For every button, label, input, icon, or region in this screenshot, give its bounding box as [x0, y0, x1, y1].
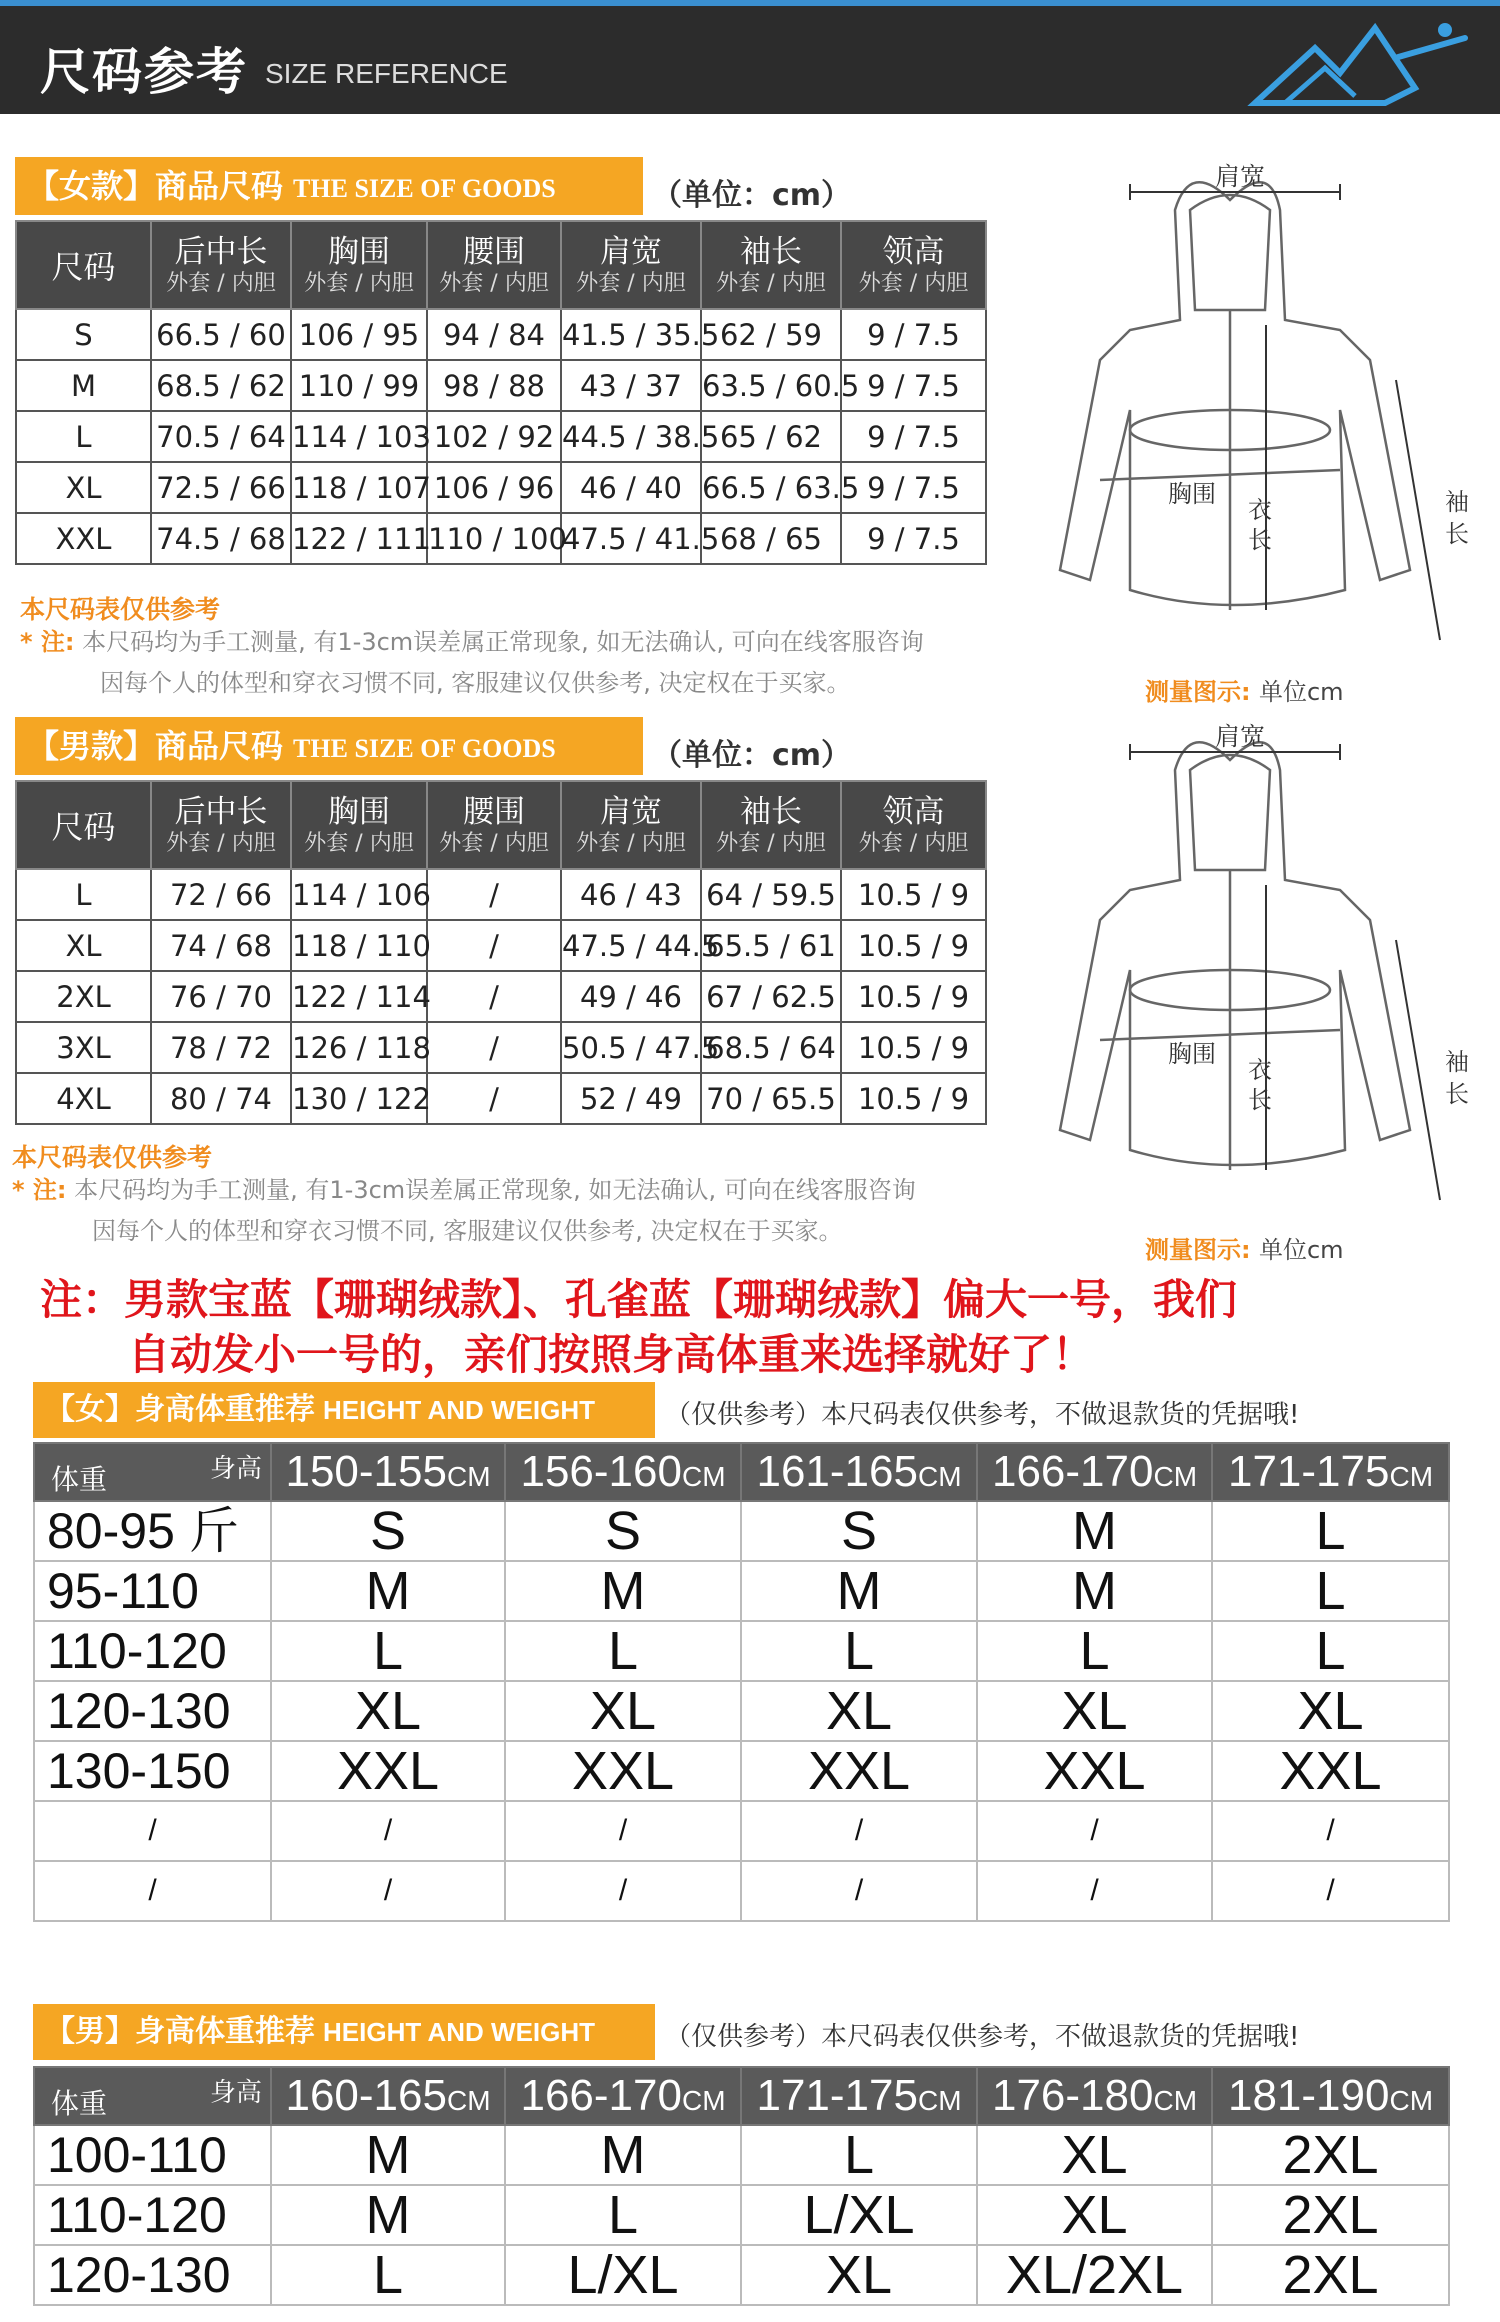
column-sublabel: 外套 / 内胆 [439, 831, 549, 856]
recommended-size-cell: M [505, 1561, 741, 1621]
weight-cell: 130-150 [34, 1741, 271, 1801]
measure-cell: 114 / 103 [291, 411, 427, 462]
size-cell: 2XL [16, 971, 151, 1022]
recommended-size-cell: XXL [1212, 1741, 1449, 1801]
recommended-size-cell: XL [977, 2185, 1212, 2245]
recommended-size-cell: XL [741, 2245, 977, 2305]
corner-weight-label: 体重 [51, 2087, 108, 2120]
column-header [151, 221, 291, 309]
measure-cell: / [427, 1022, 561, 1073]
recommended-size-cell: L [977, 1621, 1212, 1681]
recommended-size-cell: M [271, 2185, 505, 2245]
measure-cell: / [427, 971, 561, 1022]
measure-cell: 9 / 7.5 [841, 513, 986, 564]
weight-cell: / [34, 1861, 271, 1921]
body-length-label-1: 衣 [1248, 496, 1272, 524]
weight-cell: / [34, 1801, 271, 1861]
size-cell: L [16, 869, 151, 920]
column-label: 袖长 [740, 234, 802, 270]
body-length-label-2: 长 [1248, 526, 1272, 554]
column-label: 袖长 [740, 794, 802, 830]
recommended-size-cell: M [977, 1501, 1212, 1561]
body-length-label-1: 衣 [1248, 1056, 1272, 1084]
height-range: 166-170 [520, 2071, 682, 2120]
jacket-diagram-men [1040, 710, 1490, 1250]
measure-cell: 10.5 / 9 [841, 971, 986, 1022]
measure-cell: 74.5 / 68 [151, 513, 291, 564]
column-sublabel: 外套 / 内胆 [858, 831, 969, 856]
sleeve-label-2: 长 [1445, 520, 1469, 548]
men-hw-prefix: 【男】 [45, 2014, 135, 2049]
header-subtitle: SIZE REFERENCE [265, 58, 508, 89]
height-header [977, 2067, 1212, 2125]
recommended-size-cell: S [741, 1501, 977, 1561]
measure-cell: / [427, 920, 561, 971]
measure-cell: 9 / 7.5 [841, 309, 986, 360]
recommended-size-cell: L [741, 1621, 977, 1681]
measure-cell: 130 / 122 [291, 1073, 427, 1124]
body-length-label-2: 长 [1248, 1086, 1272, 1114]
measure-cell: 43 / 37 [561, 360, 701, 411]
men-hw-tag [33, 2004, 655, 2060]
women-size-table [15, 220, 987, 565]
women-tag-title: 商品尺码 [155, 167, 284, 205]
measure-cell: / [427, 1073, 561, 1124]
column-sublabel: 外套 / 内胆 [716, 271, 826, 296]
column-header [291, 781, 427, 869]
recommended-size-cell: XL [271, 1681, 505, 1741]
recommended-size-cell: / [1212, 1861, 1449, 1921]
measure-cell: 118 / 107 [291, 462, 427, 513]
column-sublabel: 外套 / 内胆 [304, 271, 414, 296]
measure-cell: 72.5 / 66 [151, 462, 291, 513]
column-header [841, 781, 986, 869]
weight-cell: 120-130 [34, 2245, 271, 2305]
height-header [741, 1443, 977, 1501]
table-row [16, 971, 986, 1022]
recommended-size-cell: M [741, 1561, 977, 1621]
recommended-size-cell: L/XL [741, 2185, 977, 2245]
measure-cell: 70 / 65.5 [701, 1073, 841, 1124]
measure-cell: 64 / 59.5 [701, 869, 841, 920]
women-note-title: 本尺码表仅供参考 [20, 595, 221, 624]
recommended-size-cell: 2XL [1212, 2245, 1449, 2305]
measure-cell: 70.5 / 64 [151, 411, 291, 462]
women-hw-tag [33, 1382, 655, 1438]
measure-cell: 68 / 65 [701, 513, 841, 564]
height-unit: CM [917, 1461, 962, 1492]
measure-cell: 63.5 / 60.5 [701, 360, 841, 411]
caption-unit: 单位cm [1258, 678, 1344, 706]
men-size-table [15, 780, 987, 1125]
column-label: 后中长 [174, 234, 268, 270]
chest-label: 胸围 [1168, 480, 1216, 508]
recommended-size-cell: L [1212, 1621, 1449, 1681]
height-unit: CM [917, 2085, 962, 2116]
column-header [561, 221, 701, 309]
recommended-size-cell: L [1212, 1501, 1449, 1561]
measure-cell: 76 / 70 [151, 971, 291, 1022]
table-row [16, 309, 986, 360]
table-row [16, 1073, 986, 1124]
measure-cell: 98 / 88 [427, 360, 561, 411]
size-cell: XL [16, 920, 151, 971]
measure-cell: 10.5 / 9 [841, 1073, 986, 1124]
measure-cell: 118 / 110 [291, 920, 427, 971]
measure-cell: 44.5 / 38.5 [561, 411, 701, 462]
height-unit: CM [446, 2085, 491, 2116]
size-cell: 4XL [16, 1073, 151, 1124]
measure-cell: 94 / 84 [427, 309, 561, 360]
men-hw-en: HEIGHT AND WEIGHT [323, 2017, 596, 2047]
recommended-size-cell: L [505, 1621, 741, 1681]
table-row [34, 2245, 1449, 2305]
recommended-size-cell: S [271, 1501, 505, 1561]
recommended-size-cell: / [977, 1861, 1212, 1921]
column-sublabel: 外套 / 内胆 [439, 271, 549, 296]
table-row [34, 2185, 1449, 2245]
column-sublabel: 外套 / 内胆 [858, 271, 969, 296]
weight-cell: 110-120 [34, 2185, 271, 2245]
column-sublabel: 外套 / 内胆 [716, 831, 826, 856]
shoulder-label: 肩宽 [1215, 162, 1266, 191]
measure-cell: 47.5 / 44.5 [561, 920, 701, 971]
height-unit: CM [681, 1461, 726, 1492]
column-header [701, 221, 841, 309]
height-header [977, 1443, 1212, 1501]
height-header [505, 1443, 741, 1501]
column-header [151, 781, 291, 869]
measure-cell: 9 / 7.5 [841, 411, 986, 462]
women-hw-prefix: 【女】 [45, 1392, 135, 1427]
column-header [427, 221, 561, 309]
column-label: 肩宽 [600, 794, 662, 830]
height-range: 181-190 [1227, 2071, 1390, 2120]
height-range: 166-170 [991, 1447, 1154, 1496]
recommended-size-cell: M [977, 1561, 1212, 1621]
women-tag-en: THE SIZE OF GOODS [293, 174, 556, 203]
recommended-size-cell: L [271, 2245, 505, 2305]
column-label: 领高 [882, 794, 945, 830]
recommended-size-cell: L [741, 2125, 977, 2185]
measure-cell: 46 / 43 [561, 869, 701, 920]
mountain-logo-icon [1245, 18, 1475, 110]
diagram-caption-men [1145, 1230, 1344, 1265]
recommended-size-cell: L [1212, 1561, 1449, 1621]
red-notice-line2: 自动发小一号的，亲们按照身高体重来选择就好了！ [128, 1330, 1095, 1379]
column-sublabel: 外套 / 内胆 [166, 831, 276, 856]
measure-cell: 72 / 66 [151, 869, 291, 920]
height-range: 160-165 [285, 2071, 447, 2120]
table-row [16, 920, 986, 971]
measure-cell: 65 / 62 [701, 411, 841, 462]
height-header [271, 2067, 505, 2125]
recommended-size-cell: XL [741, 1681, 977, 1741]
sleeve-label-1: 袖 [1445, 488, 1469, 516]
measure-cell: 46 / 40 [561, 462, 701, 513]
corner-weight-label: 体重 [51, 1463, 108, 1496]
measure-cell: 10.5 / 9 [841, 869, 986, 920]
column-header [841, 221, 986, 309]
height-range: 156-160 [520, 1447, 682, 1496]
recommended-size-cell: / [271, 1801, 505, 1861]
measure-cell: 10.5 / 9 [841, 1022, 986, 1073]
measure-cell: 47.5 / 41.5 [561, 513, 701, 564]
weight-cell: 95-110 [34, 1561, 271, 1621]
table-row [16, 462, 986, 513]
measure-cell: / [427, 869, 561, 920]
recommended-size-cell: / [271, 1861, 505, 1921]
height-unit: CM [446, 1461, 491, 1492]
measure-cell: 65.5 / 61 [701, 920, 841, 971]
height-range: 161-165 [756, 1447, 918, 1496]
height-range: 171-175 [756, 2071, 918, 2120]
women-unit: （单位：cm） [652, 178, 852, 213]
shoulder-label: 肩宽 [1215, 722, 1266, 751]
caption-label: 测量图示: [1145, 678, 1251, 706]
measure-cell: 10.5 / 9 [841, 920, 986, 971]
column-header [291, 221, 427, 309]
table-row [34, 1861, 1449, 1921]
column-label: 后中长 [174, 794, 268, 830]
note-line1: 本尺码均为手工测量, 有1-3cm误差属正常现象, 如无法确认, 可向在线客服咨询 [74, 1176, 916, 1204]
recommended-size-cell: XL [1212, 1681, 1449, 1741]
table-row [34, 1621, 1449, 1681]
recommended-size-cell: L [505, 2185, 741, 2245]
page-header [0, 0, 1500, 114]
measure-cell: 106 / 95 [291, 309, 427, 360]
measure-cell: 68.5 / 64 [701, 1022, 841, 1073]
height-range: 171-175 [1227, 1447, 1390, 1496]
note-line2: 因每个人的体型和穿衣习惯不同, 客服建议仅供参考, 决定权在于买家。 [92, 1217, 843, 1245]
measure-cell: 9 / 7.5 [841, 462, 986, 513]
women-hw-en: HEIGHT AND WEIGHT [323, 1395, 596, 1425]
height-range: 150-155 [285, 1447, 447, 1496]
measure-cell: 52 / 49 [561, 1073, 701, 1124]
recommended-size-cell: M [505, 2125, 741, 2185]
sleeve-label-2: 长 [1445, 1080, 1469, 1108]
recommended-size-cell: / [505, 1801, 741, 1861]
sleeve-label-1: 袖 [1445, 1048, 1469, 1076]
recommended-size-cell: / [741, 1801, 977, 1861]
table-row [34, 2125, 1449, 2185]
size-cell: M [16, 360, 151, 411]
recommended-size-cell: XXL [977, 1741, 1212, 1801]
recommended-size-cell: S [505, 1501, 741, 1561]
hw-corner [34, 1443, 271, 1501]
note-line2: 因每个人的体型和穿衣习惯不同, 客服建议仅供参考, 决定权在于买家。 [100, 669, 851, 697]
size-cell: 3XL [16, 1022, 151, 1073]
table-row [34, 1501, 1449, 1561]
table-row [16, 360, 986, 411]
size-cell: XXL [16, 513, 151, 564]
men-note-title: 本尺码表仅供参考 [12, 1143, 213, 1172]
height-header [1212, 1443, 1449, 1501]
recommended-size-cell: XXL [741, 1741, 977, 1801]
height-header [271, 1443, 505, 1501]
measure-cell: 122 / 114 [291, 971, 427, 1022]
women-hw-hint: （仅供参考）本尺码表仅供参考，不做退款货的凭据哦! [665, 1400, 1300, 1430]
column-label: 腰围 [463, 234, 525, 270]
men-hw-title: 身高体重推荐 [135, 2014, 315, 2049]
height-header [741, 2067, 977, 2125]
table-row [34, 1801, 1449, 1861]
measure-cell: 106 / 96 [427, 462, 561, 513]
column-label: 胸围 [328, 794, 390, 830]
recommended-size-cell: / [741, 1861, 977, 1921]
men-size-tag [15, 717, 643, 775]
recommended-size-cell: 2XL [1212, 2125, 1449, 2185]
height-header [505, 2067, 741, 2125]
men-unit: （单位：cm） [652, 738, 852, 773]
measure-cell: 66.5 / 60 [151, 309, 291, 360]
size-cell: S [16, 309, 151, 360]
column-sublabel: 外套 / 内胆 [576, 271, 686, 296]
header-title: 尺码参考 [40, 43, 248, 101]
size-cell: XL [16, 462, 151, 513]
recommended-size-cell: L [271, 1621, 505, 1681]
corner-height-label: 身高 [209, 2078, 262, 2108]
measure-cell: 68.5 / 62 [151, 360, 291, 411]
table-row [16, 869, 986, 920]
size-header: 尺码 [16, 221, 151, 309]
note-star: * 注: [12, 1176, 67, 1204]
measure-cell: 114 / 106 [291, 869, 427, 920]
weight-cell: 100-110 [34, 2125, 271, 2185]
measure-cell: 102 / 92 [427, 411, 561, 462]
recommended-size-cell: XXL [505, 1741, 741, 1801]
chest-label: 胸围 [1168, 1040, 1216, 1068]
note-line1: 本尺码均为手工测量, 有1-3cm误差属正常现象, 如无法确认, 可向在线客服咨询 [82, 628, 924, 656]
table-row [34, 1681, 1449, 1741]
height-unit: CM [1389, 2085, 1434, 2116]
table-row [34, 1741, 1449, 1801]
note-star: * 注: [20, 628, 75, 656]
column-label: 胸围 [328, 234, 390, 270]
measure-cell: 9 / 7.5 [841, 360, 986, 411]
recommended-size-cell: XXL [271, 1741, 505, 1801]
table-row [16, 411, 986, 462]
recommended-size-cell: M [271, 2125, 505, 2185]
women-note [20, 622, 924, 704]
recommended-size-cell: XL [977, 1681, 1212, 1741]
recommended-size-cell: L/XL [505, 2245, 741, 2305]
men-tag-en: THE SIZE OF GOODS [293, 734, 556, 763]
measure-cell: 50.5 / 47.5 [561, 1022, 701, 1073]
weight-cell: 80-95 斤 [34, 1501, 271, 1561]
height-range: 176-180 [991, 2071, 1154, 2120]
recommended-size-cell: XL [505, 1681, 741, 1741]
men-tag-prefix: 【男款】 [27, 727, 156, 765]
column-sublabel: 外套 / 内胆 [304, 831, 414, 856]
weight-cell: 110-120 [34, 1621, 271, 1681]
height-unit: CM [1153, 1461, 1198, 1492]
size-header: 尺码 [16, 781, 151, 869]
diagram-caption-women [1145, 672, 1344, 707]
men-hw-table [33, 2066, 1450, 2306]
column-label: 领高 [882, 234, 945, 270]
height-unit: CM [681, 2085, 726, 2116]
height-header [1212, 2067, 1449, 2125]
measure-cell: 62 / 59 [701, 309, 841, 360]
caption-unit: 单位cm [1258, 1236, 1344, 1264]
measure-cell: 80 / 74 [151, 1073, 291, 1124]
hw-corner [34, 2067, 271, 2125]
recommended-size-cell: / [505, 1861, 741, 1921]
recommended-size-cell: 2XL [1212, 2185, 1449, 2245]
column-header [427, 781, 561, 869]
column-header [701, 781, 841, 869]
measure-cell: 41.5 / 35.5 [561, 309, 701, 360]
height-unit: CM [1389, 1461, 1434, 1492]
recommended-size-cell: XL/2XL [977, 2245, 1212, 2305]
recommended-size-cell: / [1212, 1801, 1449, 1861]
women-tag-prefix: 【女款】 [27, 167, 156, 205]
column-sublabel: 外套 / 内胆 [166, 271, 276, 296]
jacket-diagram-women [1040, 150, 1490, 710]
height-unit: CM [1153, 2085, 1198, 2116]
measure-cell: 78 / 72 [151, 1022, 291, 1073]
caption-label: 测量图示: [1145, 1236, 1251, 1264]
red-notice-line1: 注：男款宝蓝【珊瑚绒款】、孔雀蓝【珊瑚绒款】偏大一号，我们 [40, 1275, 1238, 1324]
women-hw-title: 身高体重推荐 [135, 1392, 315, 1427]
recommended-size-cell: M [271, 1561, 505, 1621]
measure-cell: 49 / 46 [561, 971, 701, 1022]
recommended-size-cell: / [977, 1801, 1212, 1861]
size-cell: L [16, 411, 151, 462]
men-note [12, 1170, 916, 1252]
table-row [34, 1561, 1449, 1621]
measure-cell: 74 / 68 [151, 920, 291, 971]
measure-cell: 126 / 118 [291, 1022, 427, 1073]
table-row [16, 513, 986, 564]
column-sublabel: 外套 / 内胆 [576, 831, 686, 856]
measure-cell: 67 / 62.5 [701, 971, 841, 1022]
measure-cell: 110 / 99 [291, 360, 427, 411]
women-size-tag [15, 157, 643, 215]
measure-cell: 122 / 111 [291, 513, 427, 564]
weight-cell: 120-130 [34, 1681, 271, 1741]
measure-cell: 110 / 100 [427, 513, 561, 564]
women-hw-table [33, 1442, 1450, 1922]
red-notice [40, 1272, 1237, 1382]
column-label: 腰围 [463, 794, 525, 830]
men-hw-hint: （仅供参考）本尺码表仅供参考，不做退款货的凭据哦! [665, 2022, 1300, 2052]
men-tag-title: 商品尺码 [155, 727, 284, 765]
recommended-size-cell: XL [977, 2125, 1212, 2185]
column-header [561, 781, 701, 869]
column-label: 肩宽 [600, 234, 662, 270]
table-row [16, 1022, 986, 1073]
corner-height-label: 身高 [209, 1454, 262, 1484]
measure-cell: 66.5 / 63.5 [701, 462, 841, 513]
